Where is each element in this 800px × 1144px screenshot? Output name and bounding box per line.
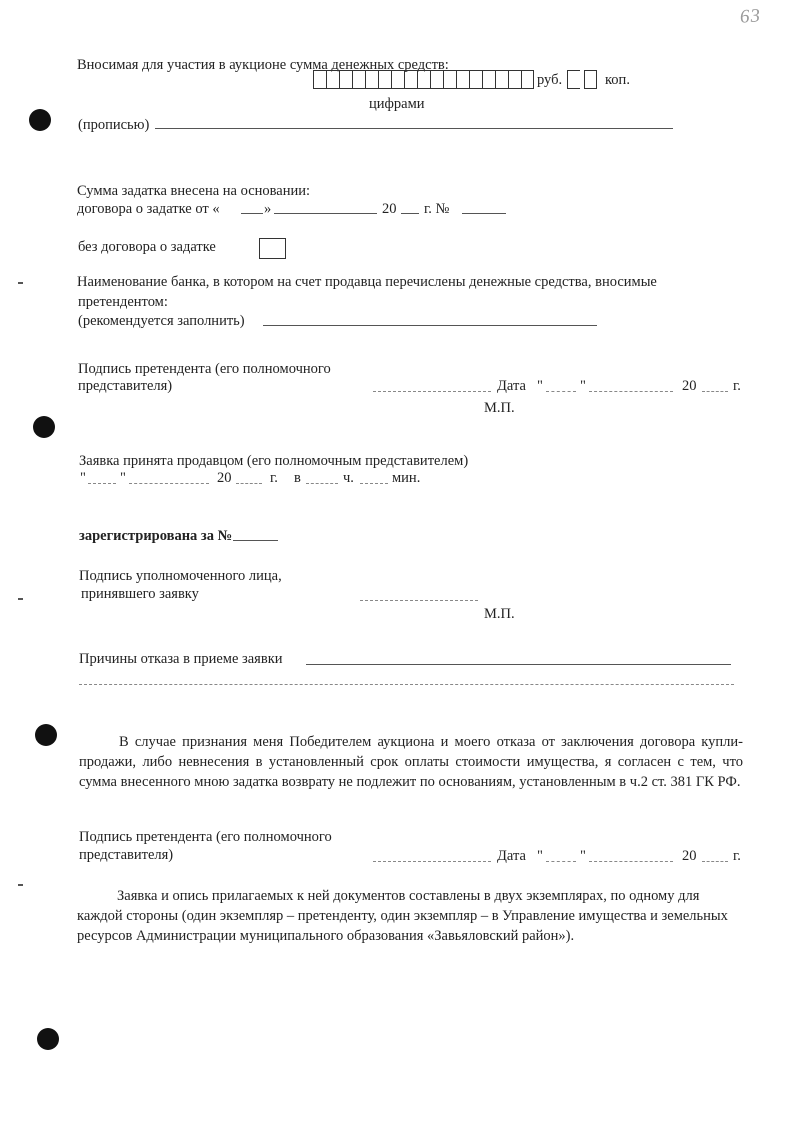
registered-stamp: М.П. [484, 606, 515, 622]
signature1-year: 20 [682, 378, 697, 394]
signature2-date-label: Дата [497, 848, 526, 864]
amount-label: Вносимая для участия в аукционе сумма денежных средств: [77, 57, 449, 73]
deposit-year-suffix: г. № [424, 201, 450, 217]
deposit-contract-close: » [264, 201, 272, 217]
bank-name-field[interactable] [263, 325, 597, 326]
deposit-year: 20 [382, 201, 397, 217]
accepted-label: Заявка принята продавцом (его полномочным представителем) [79, 453, 469, 469]
signature2-year: 20 [682, 848, 697, 864]
signature2-label-line1: Подпись претендента (его полномочного [79, 829, 332, 845]
signature1-stamp: М.П. [484, 400, 515, 416]
margin-tick [18, 598, 23, 600]
margin-tick [18, 282, 23, 284]
no-contract-label: без договора о задатке [78, 239, 216, 255]
no-contract-checkbox[interactable] [259, 238, 286, 259]
contract-day-field[interactable] [241, 213, 263, 214]
accepted-minute-field[interactable] [360, 483, 388, 484]
page-number: 63 [739, 5, 762, 28]
signature1-year-suffix: г. [733, 378, 741, 394]
punch-hole [37, 1028, 59, 1050]
signature1-date-label: Дата [497, 378, 526, 394]
authorized-label-line1: Подпись уполномоченного лица, [79, 568, 282, 584]
accepted-year: 20 [217, 470, 232, 486]
refusal-label: Причины отказа в приеме заявки [79, 651, 283, 667]
bank-label-line2: претендентом: [78, 294, 168, 310]
kop-label: коп. [605, 72, 630, 88]
signature1-day-field[interactable] [546, 391, 576, 392]
registered-number-field[interactable] [233, 540, 278, 541]
accepted-month-field[interactable] [129, 483, 209, 484]
accepted-hour-field[interactable] [306, 483, 338, 484]
authorized-label-line2: принявшего заявку [81, 586, 199, 602]
contract-year-field[interactable] [401, 213, 419, 214]
signature2-month-field[interactable] [589, 861, 673, 862]
refusal-reason-field-2[interactable] [79, 684, 734, 685]
accepted-hours-label: ч. [343, 470, 354, 486]
punch-hole [33, 416, 55, 438]
signature1-label-line1: Подпись претендента (его полномочного [78, 361, 331, 377]
contract-number-field[interactable] [462, 213, 506, 214]
accepted-at: в [294, 470, 301, 486]
signature2-year-field[interactable] [702, 861, 728, 862]
signature1-year-field[interactable] [702, 391, 728, 392]
refusal-reason-field[interactable] [306, 664, 731, 665]
signature2-field[interactable] [373, 861, 491, 862]
rub-label: руб. [537, 72, 563, 88]
margin-tick [18, 884, 23, 886]
amount-words-label: (прописью) [78, 117, 150, 133]
signature1-field[interactable] [373, 391, 491, 392]
punch-hole [29, 109, 51, 131]
digits-caption: цифрами [369, 96, 425, 112]
signature1-label-line2: представителя) [78, 378, 173, 394]
amount-words-field[interactable] [155, 128, 673, 129]
signature2-year-suffix: г. [733, 848, 741, 864]
authorized-signature-field[interactable] [360, 600, 478, 601]
signature1-month-field[interactable] [589, 391, 673, 392]
bank-label-line1: Наименование банка, в котором на счет продавца перечислены денежные средства, вносимые [77, 274, 657, 290]
deposit-contract-prefix: договора о задатке от « [77, 201, 220, 217]
closing-paragraph: Заявка и опись прилагаемых к ней документов составлены в двух экземплярах, по одному для каждой стороны (один экземпляр – претенденту, один экземпляр – в Управление имущества и земельных ресурсов Администрации муниципального образования «Завьяловский район»). [77, 888, 728, 944]
bank-label-line3: (рекомендуется заполнить) [78, 313, 245, 329]
deposit-basis-label: Сумма задатка внесена на основании: [77, 183, 311, 199]
signature2-day-field[interactable] [546, 861, 576, 862]
contract-month-field[interactable] [274, 213, 377, 214]
punch-hole [35, 724, 57, 746]
signature2-label-line2: представителя) [79, 847, 174, 863]
accepted-year-suffix: г. [270, 470, 278, 486]
accepted-minutes-label: мин. [392, 470, 421, 486]
accepted-day-field[interactable] [88, 483, 116, 484]
declaration-paragraph: В случае признания меня Победителем аукциона и моего отказа от заключения договора купли-продажи, либо невнесения в установленный срок оплаты стоимости имущества, я согласен с тем, что сумма внесенного мною задатка возврату не подлежит по основаниям, установленным в ч.2 ст. 381 ГК РФ. [79, 734, 743, 790]
accepted-year-field[interactable] [236, 483, 262, 484]
registered-label: зарегистрирована за № [79, 528, 233, 544]
